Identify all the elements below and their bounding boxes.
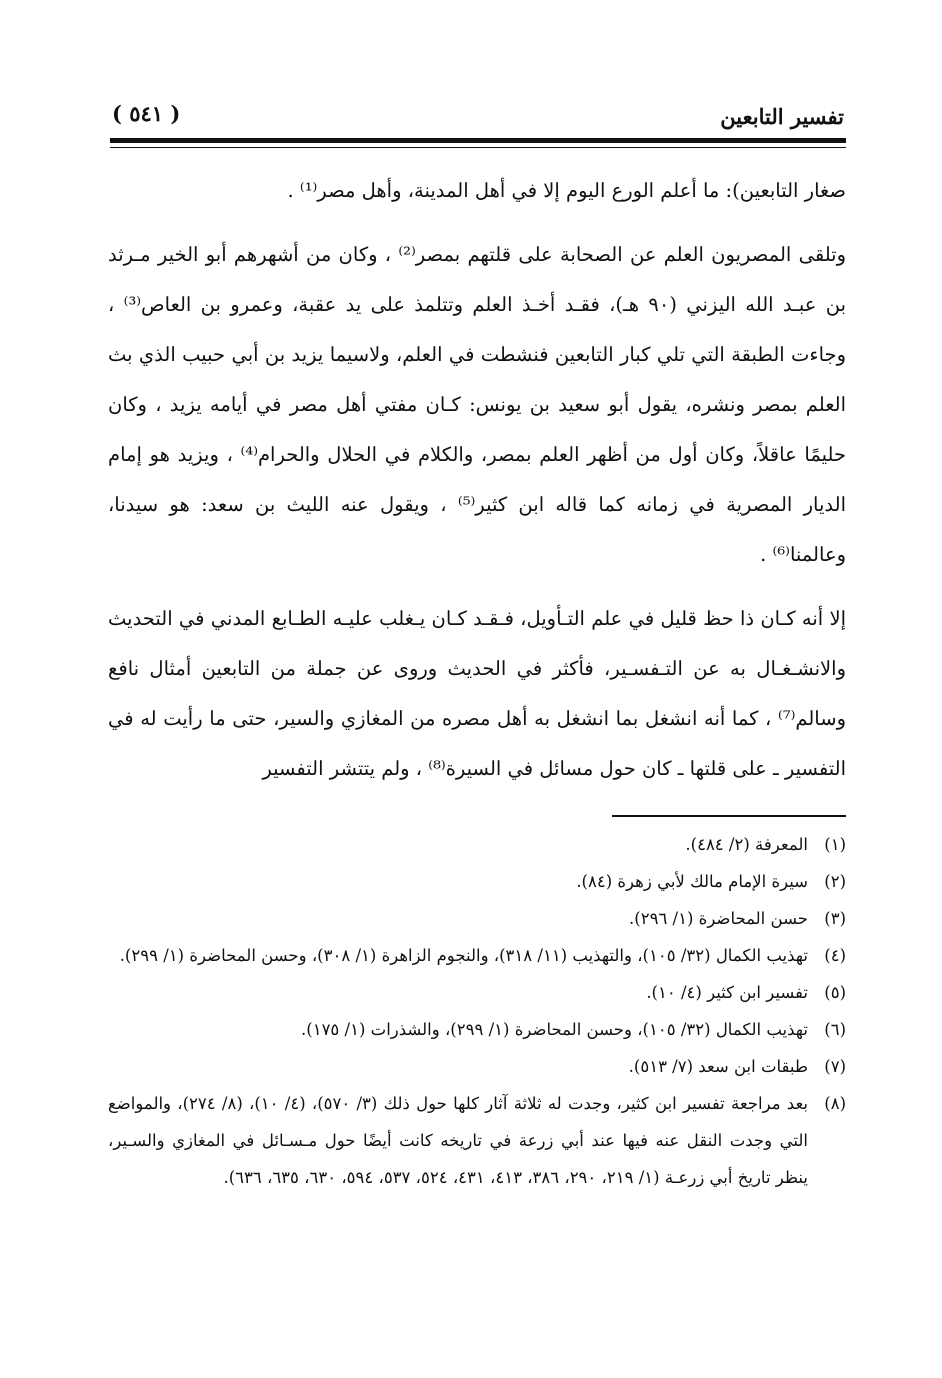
footnotes-list: [108, 826, 846, 1196]
footnote-number: (٢): [824, 872, 846, 891]
footnote-number: (٦): [824, 1020, 846, 1039]
footnote-5: [108, 974, 846, 1011]
footnote-4: [108, 937, 846, 974]
paragraph-1: صغار التابعين): ما أعلم الورع اليوم إلا في أهل المدينة، وأهل مصر⁽¹⁾ .: [287, 179, 846, 202]
footnote-8: [108, 1085, 846, 1196]
footnote-text: المعرفة (٢/ ٤٨٤).: [685, 835, 808, 854]
footnote-text: سيرة الإمام مالك لأبي زهرة (٨٤).: [576, 872, 808, 891]
footnote-text: تفسير ابن كثير (٤/ ١٠).: [646, 983, 808, 1002]
footnote-text: تهذيب الكمال (٣٢/ ١٠٥)، والتهذيب (١١/ ٣١٨)، والنجوم الزاهرة (١/ ٣٠٨)، وحسن المحاضرة (١/ ٢٩٩).: [119, 946, 808, 965]
footnote-2: [108, 863, 846, 900]
footnote-3: [108, 900, 846, 937]
footnote-1: [108, 826, 846, 863]
paragraph-3: إلا أنه كـان ذا حظ قليل في علم التـأويل، فـقـد كـان يـغلب عليـه الطـابع المدني في التحديث والانشـغـال به عن التـفسـير، فأكثر في الحديث وروى عن جملة من التابعين أمثال نافع وسالم⁽⁷⁾ ، كما أنه انشغل بما انشغل به أهل مصره من المغازي والسير، حتى ما رأيت له في التفسير ـ على قلتها ـ كان حول مسائل في السيرة⁽⁸⁾ ، ولم يتتشر التفسير: [108, 607, 846, 780]
main-text: [108, 166, 846, 794]
footnote-number: (٨): [824, 1094, 846, 1113]
footnote-text: تهذيب الكمال (٣٢/ ١٠٥)، وحسن المحاضرة (١/ ٢٩٩)، والشذرات (١/ ١٧٥).: [301, 1020, 808, 1039]
footnote-number: (٣): [824, 909, 846, 928]
paragraph-2: وتلقى المصريون العلم عن الصحابة على قلتهم بمصر⁽²⁾ ، وكان من أشهرهم أبو الخير مـرثد بن عبـد الله اليزني (٩٠ هـ)، فقـد أخـذ العلم وتتلمذ على يد عقبة، وعمرو بن العاص⁽³⁾ ، وجاءت الطبقة التي تلي كبار التابعين فنشطت في العلم، ولاسيما يزيد بن أبي حبيب الذي بث العلم بمصر ونشره، يقول أبو سعيد بن يونس: كـان مفتي أهل مصر في أيامه يزيد ، وكان حليمًا عاقلاً، وكان أول من أظهر العلم بمصر، والكلام في الحلال والحرام⁽⁴⁾ ، ويزيد هو إمام الديار المصرية في زمانه كما قاله ابن كثير⁽⁵⁾ ، ويقول عنه الليث بن سعد: هو سيدنا، وعالمنا⁽⁶⁾ .: [108, 243, 847, 566]
footnote-number: (١): [824, 835, 846, 854]
header-rule-thick: [110, 138, 846, 143]
footnote-text: طبقات ابن سعد (٧/ ٥١٣).: [628, 1057, 808, 1076]
footnote-separator: [612, 815, 846, 817]
footnote-6: [108, 1011, 846, 1048]
footnote-7: [108, 1048, 846, 1085]
header-rule-thin: [110, 147, 846, 148]
page-number: ( ٥٤١ ): [112, 101, 181, 126]
footnote-number: (٧): [824, 1057, 846, 1076]
footnote-number: (٤): [824, 946, 846, 965]
footnote-text: بعد مراجعة تفسير ابن كثير، وجدت له ثلاثة آثار كلها حول ذلك (٣/ ٥٧٠)، (٤/ ١٠)، (٨/ ٢٧٤)، والمواضع التي وجدت النقل عنه فيها عند أبي زرعة في تاريخه كانت أيضًا حول مـسـائل في المغازي والسـير، ينظر تاريخ أبي زرعـة (١/ ٢١٩، ٢٩٠، ٣٨٦، ٤١٣، ٤٣١، ٥٢٤، ٥٣٧، ٥٩٤، ٦٣٠، ٦٣٥، ٦٣٦).: [108, 1094, 808, 1187]
running-header-title: تفسير التابعين: [720, 104, 844, 129]
footnote-number: (٥): [824, 983, 846, 1002]
footnote-text: حسن المحاضرة (١/ ٢٩٦).: [629, 909, 808, 928]
